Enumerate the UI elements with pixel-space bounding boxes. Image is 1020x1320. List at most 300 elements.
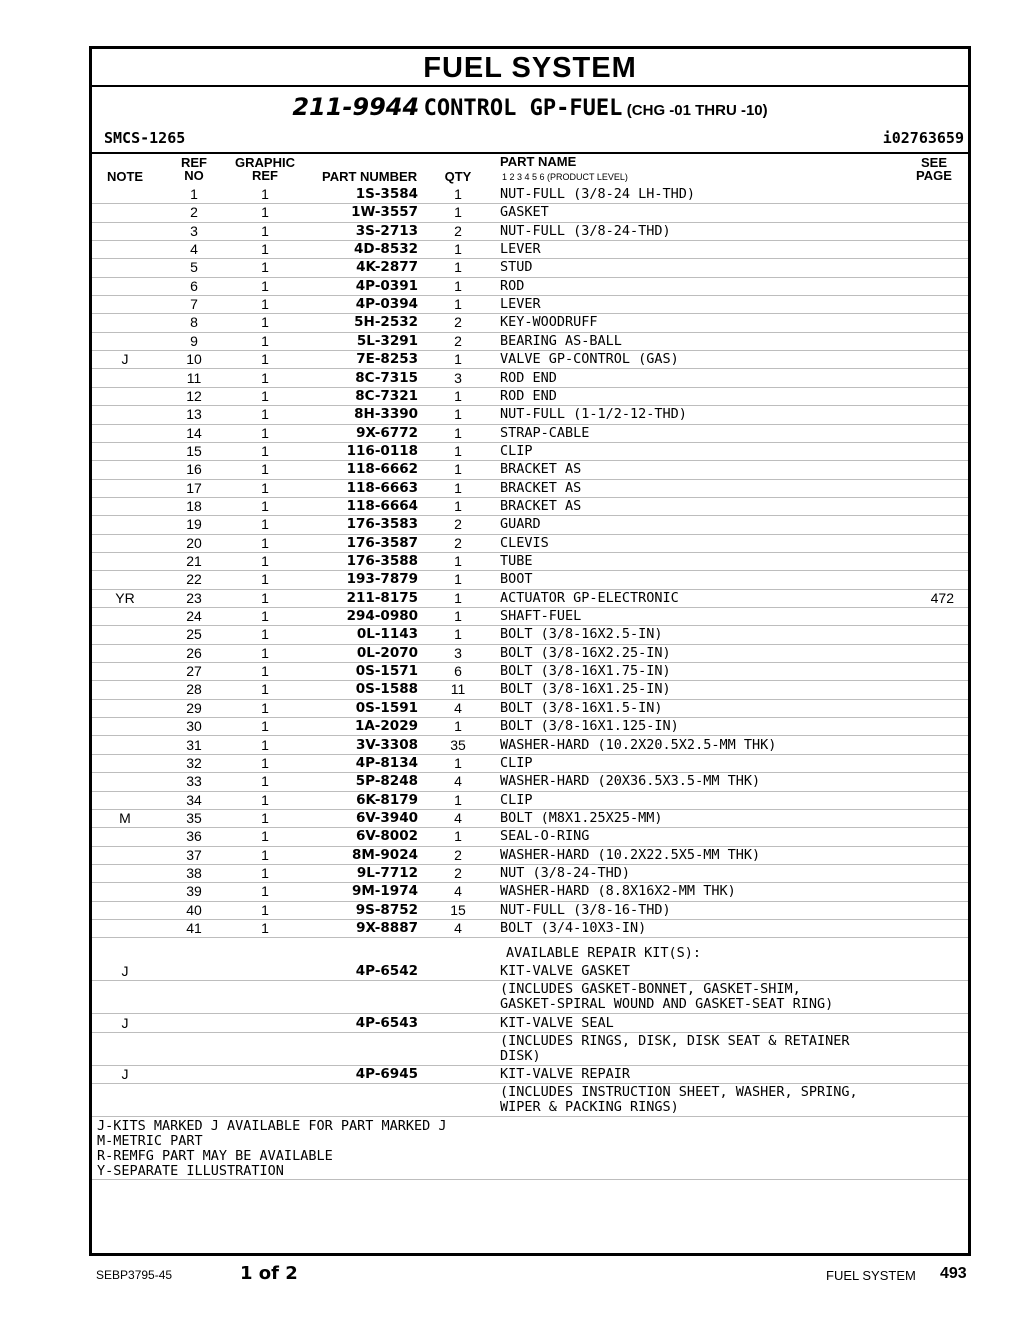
qty-cell: 4 xyxy=(454,883,462,900)
part-name-cell: NUT-FULL (1-1/2-12-THD) xyxy=(500,406,687,423)
part-name-cell: SHAFT-FUEL xyxy=(500,608,582,625)
ref-cell: 24 xyxy=(186,608,202,625)
part-number-cell: 5P-8248 xyxy=(355,773,418,790)
kit-part-number-cell: 4P-6945 xyxy=(355,1066,418,1082)
part-name-cell: BRACKET AS xyxy=(500,479,582,496)
table-row xyxy=(92,203,968,222)
part-name-cell: TUBE xyxy=(500,553,533,569)
part-number-cell: 0S-1571 xyxy=(355,663,418,680)
part-number-cell: 0S-1588 xyxy=(355,681,418,698)
part-number-cell: 0S-1591 xyxy=(355,699,418,716)
part-name-cell: BOLT (M8X1.25X25-MM) xyxy=(500,809,663,826)
kit-divider xyxy=(92,1116,968,1117)
qty-cell: 1 xyxy=(454,424,462,441)
kit-row xyxy=(92,962,968,981)
col-qty: QTY xyxy=(444,169,472,184)
notes-legend xyxy=(97,1119,447,1179)
footer-section: FUEL SYSTEM xyxy=(826,1268,916,1283)
graphic-ref-cell: 1 xyxy=(261,461,269,478)
note-m: M-METRIC PART xyxy=(97,1133,203,1149)
graphic-ref-cell: 1 xyxy=(261,204,269,221)
part-name-cell: BOLT (3/8-16X2.25-IN) xyxy=(500,644,671,661)
ref-cell: 11 xyxy=(186,369,202,386)
ref-cell: 36 xyxy=(186,828,202,845)
kit-name-cell: KIT-VALVE GASKET xyxy=(500,963,631,979)
col-see-line2: PAGE xyxy=(916,168,952,183)
ref-cell: 9 xyxy=(190,332,198,349)
part-name-cell: BOLT (3/8-16X1.125-IN) xyxy=(500,718,679,735)
col-part-number: PART NUMBER xyxy=(322,169,418,184)
ref-cell: 28 xyxy=(186,681,202,698)
qty-cell: 2 xyxy=(454,314,462,331)
table-row xyxy=(92,717,968,736)
ref-cell: 2 xyxy=(190,204,198,221)
part-number-cell: 6V-8002 xyxy=(355,828,418,845)
table-row xyxy=(92,791,968,810)
graphic-ref-cell: 1 xyxy=(261,608,269,625)
table-row xyxy=(92,479,968,498)
qty-cell: 1 xyxy=(454,204,462,221)
graphic-ref-cell: 1 xyxy=(261,644,269,661)
page-number: 493 xyxy=(940,1265,967,1282)
table-row xyxy=(92,680,968,699)
group-change: (CHG -01 THRU -10) xyxy=(626,102,768,119)
ref-cell: 26 xyxy=(186,644,202,661)
kit-part-number-cell: 4P-6542 xyxy=(355,963,418,979)
system-title: FUEL SYSTEM xyxy=(92,49,968,87)
part-number-cell: 118-6662 xyxy=(346,461,418,478)
part-number-cell: 1S-3584 xyxy=(355,186,418,202)
part-number-cell: 0L-2070 xyxy=(356,644,418,661)
kit-description xyxy=(500,1034,850,1064)
part-name-cell: BOLT (3/8-16X1.5-IN) xyxy=(500,699,663,716)
graphic-ref-cell: 1 xyxy=(261,663,269,680)
ref-cell: 30 xyxy=(186,718,202,735)
qty-cell: 1 xyxy=(454,497,462,514)
col-graphic-line1: GRAPHIC xyxy=(235,155,295,170)
col-see-page xyxy=(914,156,954,182)
qty-cell: 15 xyxy=(450,901,466,918)
graphic-ref-cell: 1 xyxy=(261,681,269,698)
graphic-ref-cell: 1 xyxy=(261,828,269,845)
illustration-id: i02763659 xyxy=(882,129,964,147)
part-number-cell: 9L-7712 xyxy=(356,864,418,881)
part-name-cell: CLIP xyxy=(500,791,533,808)
part-number-cell: 8C-7315 xyxy=(355,369,418,386)
part-name-cell: ACTUATOR GP-ELECTRONIC xyxy=(500,589,679,606)
graphic-ref-cell: 1 xyxy=(261,296,269,313)
col-note: NOTE xyxy=(106,169,144,184)
part-number-cell: 4K-2877 xyxy=(356,259,418,276)
kit-description xyxy=(500,1085,858,1115)
table-row xyxy=(92,864,968,883)
kit-description-line: DISK) xyxy=(500,1048,541,1064)
table-row xyxy=(92,350,968,369)
note-cell: J xyxy=(121,351,129,368)
part-name-cell: BOOT xyxy=(500,571,533,588)
graphic-ref-cell: 1 xyxy=(261,332,269,349)
part-name-cell: ROD END xyxy=(500,369,557,386)
ref-cell: 25 xyxy=(186,626,202,643)
part-name-cell: STRAP-CABLE xyxy=(500,424,590,441)
kit-description-line: WIPER & PACKING RINGS) xyxy=(500,1099,679,1115)
graphic-ref-cell: 1 xyxy=(261,314,269,331)
qty-cell: 1 xyxy=(454,608,462,625)
ref-cell: 16 xyxy=(186,461,202,478)
qty-cell: 11 xyxy=(450,681,466,698)
part-name-cell: BOLT (3/8-16X2.5-IN) xyxy=(500,626,663,643)
graphic-ref-cell: 1 xyxy=(261,699,269,716)
kit-note-cell: J xyxy=(121,1015,129,1031)
col-ref-line2: NO xyxy=(184,168,204,183)
qty-cell: 1 xyxy=(454,406,462,423)
qty-cell: 3 xyxy=(454,369,462,386)
part-name-cell: ROD xyxy=(500,277,525,294)
ref-cell: 34 xyxy=(186,791,202,808)
part-number-cell: 3V-3308 xyxy=(355,736,418,753)
part-number-cell: 4P-0394 xyxy=(355,296,418,313)
part-number-cell: 8M-9024 xyxy=(351,846,418,863)
kit-part-number-cell: 4P-6543 xyxy=(355,1015,418,1031)
part-number-cell: 8H-3390 xyxy=(354,406,418,423)
ref-cell: 6 xyxy=(190,277,198,294)
graphic-ref-cell: 1 xyxy=(261,442,269,459)
qty-cell: 1 xyxy=(454,351,462,368)
part-name-cell: NUT (3/8-24-THD) xyxy=(500,864,631,881)
qty-cell: 1 xyxy=(454,277,462,294)
part-number-cell: 176-3588 xyxy=(346,553,418,569)
table-row xyxy=(92,424,968,443)
part-name-cell: CLEVIS xyxy=(500,534,549,551)
part-number-cell: 4D-8532 xyxy=(353,241,418,258)
table-row xyxy=(92,222,968,241)
qty-cell: 4 xyxy=(454,920,462,936)
graphic-ref-cell: 1 xyxy=(261,222,269,239)
part-number-cell: 211-8175 xyxy=(346,589,418,606)
ref-cell: 15 xyxy=(186,442,202,459)
ref-cell: 35 xyxy=(186,809,202,826)
table-row xyxy=(92,662,968,681)
ref-cell: 41 xyxy=(186,920,202,936)
graphic-ref-cell: 1 xyxy=(261,351,269,368)
part-number-cell: 7E-8253 xyxy=(356,351,418,368)
part-number-cell: 116-0118 xyxy=(346,442,418,459)
graphic-ref-cell: 1 xyxy=(261,516,269,533)
table-row xyxy=(92,534,968,553)
graphic-ref-cell: 1 xyxy=(261,387,269,404)
qty-cell: 2 xyxy=(454,846,462,863)
kit-row xyxy=(92,1065,968,1084)
qty-cell: 6 xyxy=(454,663,462,680)
group-number: 211-9944 xyxy=(292,93,420,121)
graphic-ref-cell: 1 xyxy=(261,186,269,202)
page-frame xyxy=(89,46,971,1256)
ref-cell: 39 xyxy=(186,883,202,900)
qty-cell: 1 xyxy=(454,828,462,845)
ref-cell: 20 xyxy=(186,534,202,551)
note-y: Y-SEPARATE ILLUSTRATION xyxy=(97,1163,284,1179)
ref-cell: 19 xyxy=(186,516,202,533)
qty-cell: 1 xyxy=(454,718,462,735)
part-number-cell: 294-0980 xyxy=(346,608,418,625)
ref-cell: 27 xyxy=(186,663,202,680)
col-ref-line1: REF xyxy=(181,155,207,170)
graphic-ref-cell: 1 xyxy=(261,864,269,881)
qty-cell: 1 xyxy=(454,442,462,459)
graphic-ref-cell: 1 xyxy=(261,553,269,569)
part-number-cell: 3S-2713 xyxy=(355,222,418,239)
qty-cell: 2 xyxy=(454,332,462,349)
repair-kits-heading: AVAILABLE REPAIR KIT(S): xyxy=(506,945,702,961)
graphic-ref-cell: 1 xyxy=(261,736,269,753)
graphic-ref-cell: 1 xyxy=(261,479,269,496)
smcs-code: SMCS-1265 xyxy=(104,129,186,147)
part-name-cell: ROD END xyxy=(500,387,557,404)
graphic-ref-cell: 1 xyxy=(261,773,269,790)
part-number-cell: 4P-0391 xyxy=(355,277,418,294)
kit-name-cell: KIT-VALVE SEAL xyxy=(500,1015,614,1031)
page-of: 1 of 2 xyxy=(240,1263,298,1284)
ref-cell: 23 xyxy=(186,589,202,606)
graphic-ref-cell: 1 xyxy=(261,497,269,514)
graphic-ref-cell: 1 xyxy=(261,406,269,423)
table-row xyxy=(92,185,968,204)
table-row xyxy=(92,258,968,277)
group-heading xyxy=(92,93,968,121)
qty-cell: 1 xyxy=(454,186,462,202)
table-row xyxy=(92,699,968,718)
table-row xyxy=(92,607,968,626)
product-level-numbers: 1 2 3 4 5 6 (PRODUCT LEVEL) xyxy=(502,172,628,182)
table-row xyxy=(92,295,968,314)
graphic-ref-cell: 1 xyxy=(261,791,269,808)
qty-cell: 1 xyxy=(454,387,462,404)
ref-cell: 5 xyxy=(190,259,198,276)
ref-cell: 13 xyxy=(186,406,202,423)
part-name-cell: WASHER-HARD (20X36.5X3.5-MM THK) xyxy=(500,773,761,790)
part-number-cell: 176-3587 xyxy=(346,534,418,551)
part-name-cell: WASHER-HARD (8.8X16X2-MM THK) xyxy=(500,883,736,900)
part-name-cell: WASHER-HARD (10.2X22.5X5-MM THK) xyxy=(500,846,761,863)
part-name-cell: LEVER xyxy=(500,241,541,258)
table-row xyxy=(92,460,968,479)
part-name-cell: VALVE GP-CONTROL (GAS) xyxy=(500,351,679,368)
part-number-cell: 5H-2532 xyxy=(354,314,418,331)
ref-cell: 38 xyxy=(186,864,202,881)
graphic-ref-cell: 1 xyxy=(261,920,269,936)
qty-cell: 3 xyxy=(454,644,462,661)
qty-cell: 1 xyxy=(454,553,462,569)
part-number-cell: 6K-8179 xyxy=(356,791,418,808)
kit-description-line: GASKET-SPIRAL WOUND AND GASKET-SEAT RING) xyxy=(500,996,834,1012)
table-row xyxy=(92,497,968,516)
part-number-cell: 9S-8752 xyxy=(355,901,418,918)
kit-description-line: (INCLUDES INSTRUCTION SHEET, WASHER, SPRING, xyxy=(500,1084,858,1100)
part-number-cell: 1W-3557 xyxy=(351,204,418,221)
graphic-ref-cell: 1 xyxy=(261,846,269,863)
graphic-ref-cell: 1 xyxy=(261,626,269,643)
ref-cell: 17 xyxy=(186,479,202,496)
group-name: CONTROL GP-FUEL xyxy=(423,96,623,121)
col-see-line1: SEE xyxy=(920,155,947,170)
ref-cell: 33 xyxy=(186,773,202,790)
graphic-ref-cell: 1 xyxy=(261,901,269,918)
part-name-cell: SEAL-O-RING xyxy=(500,828,590,845)
ref-cell: 29 xyxy=(186,699,202,716)
ref-cell: 37 xyxy=(186,846,202,863)
ref-cell: 7 xyxy=(190,296,198,313)
ref-cell: 4 xyxy=(190,241,198,258)
qty-cell: 1 xyxy=(454,461,462,478)
ref-cell: 31 xyxy=(186,736,202,753)
table-row xyxy=(92,515,968,534)
kit-description-line: (INCLUDES GASKET-BONNET, GASKET-SHIM, xyxy=(500,981,801,997)
ref-cell: 3 xyxy=(190,222,198,239)
part-name-cell: BRACKET AS xyxy=(500,497,582,514)
ref-cell: 22 xyxy=(186,571,202,588)
part-number-cell: 8C-7321 xyxy=(355,387,418,404)
ref-cell: 18 xyxy=(186,497,202,514)
ref-cell: 21 xyxy=(186,553,202,569)
part-number-cell: 118-6664 xyxy=(346,497,418,514)
col-part-name: PART NAME xyxy=(500,154,577,169)
note-j: J-KITS MARKED J AVAILABLE FOR PART MARKED J xyxy=(97,1118,447,1134)
table-row xyxy=(92,369,968,388)
graphic-ref-cell: 1 xyxy=(261,369,269,386)
qty-cell: 4 xyxy=(454,809,462,826)
qty-cell: 1 xyxy=(454,259,462,276)
qty-cell: 1 xyxy=(454,626,462,643)
part-name-cell: LEVER xyxy=(500,296,541,313)
table-row xyxy=(92,442,968,461)
part-name-cell: NUT-FULL (3/8-16-THD) xyxy=(500,901,671,918)
table-row xyxy=(92,589,968,608)
ref-cell: 32 xyxy=(186,754,202,771)
part-name-cell: GASKET xyxy=(500,204,549,221)
part-number-cell: 9X-6772 xyxy=(356,424,418,441)
qty-cell: 1 xyxy=(454,296,462,313)
see-page-cell: 472 xyxy=(930,589,954,606)
part-number-cell: 0L-1143 xyxy=(356,626,418,643)
kit-name-cell: KIT-VALVE REPAIR xyxy=(500,1066,631,1082)
ref-cell: 1 xyxy=(190,186,198,202)
note-cell: M xyxy=(119,809,131,826)
graphic-ref-cell: 1 xyxy=(261,259,269,276)
col-graphic-line2: REF xyxy=(252,168,278,183)
part-number-cell: 176-3583 xyxy=(346,516,418,533)
part-number-cell: 5L-3291 xyxy=(356,332,418,349)
part-name-cell: BEARING AS-BALL xyxy=(500,332,622,349)
qty-cell: 35 xyxy=(450,736,466,753)
graphic-ref-cell: 1 xyxy=(261,809,269,826)
graphic-ref-cell: 1 xyxy=(261,534,269,551)
table-row xyxy=(92,827,968,846)
part-name-cell: STUD xyxy=(500,259,533,276)
part-number-cell: 118-6663 xyxy=(346,479,418,496)
kit-row xyxy=(92,1014,968,1033)
note-cell: YR xyxy=(115,589,135,606)
part-number-cell: 1A-2029 xyxy=(354,718,418,735)
part-name-cell: WASHER-HARD (10.2X20.5X2.5-MM THK) xyxy=(500,736,777,753)
part-name-cell: GUARD xyxy=(500,516,541,533)
qty-cell: 1 xyxy=(454,791,462,808)
ref-cell: 14 xyxy=(186,424,202,441)
ref-cell: 40 xyxy=(186,901,202,918)
part-name-cell: BRACKET AS xyxy=(500,461,582,478)
qty-cell: 4 xyxy=(454,699,462,716)
graphic-ref-cell: 1 xyxy=(261,718,269,735)
part-name-cell: KEY-WOODRUFF xyxy=(500,314,598,331)
table-row xyxy=(92,625,968,644)
note-r: R-REMFG PART MAY BE AVAILABLE xyxy=(97,1148,333,1164)
graphic-ref-cell: 1 xyxy=(261,883,269,900)
table-row xyxy=(92,901,968,920)
qty-cell: 2 xyxy=(454,864,462,881)
part-name-cell: NUT-FULL (3/8-24-THD) xyxy=(500,222,671,239)
table-row xyxy=(92,754,968,773)
doc-id: SEBP3795-45 xyxy=(96,1268,173,1282)
part-name-cell: NUT-FULL (3/8-24 LH-THD) xyxy=(500,186,696,202)
ref-cell: 10 xyxy=(186,351,202,368)
part-name-cell: BOLT (3/4-10X3-IN) xyxy=(500,920,647,936)
table-row xyxy=(92,570,968,589)
qty-cell: 1 xyxy=(454,479,462,496)
part-name-cell: BOLT (3/8-16X1.75-IN) xyxy=(500,663,671,680)
graphic-ref-cell: 1 xyxy=(261,277,269,294)
graphic-ref-cell: 1 xyxy=(261,754,269,771)
qty-cell: 1 xyxy=(454,241,462,258)
qty-cell: 2 xyxy=(454,534,462,551)
part-number-cell: 9X-8887 xyxy=(356,920,418,936)
kit-note-cell: J xyxy=(121,1066,129,1082)
part-number-cell: 6V-3940 xyxy=(355,809,418,826)
qty-cell: 2 xyxy=(454,516,462,533)
table-row xyxy=(92,277,968,296)
qty-cell: 1 xyxy=(454,571,462,588)
part-number-cell: 4P-8134 xyxy=(355,754,418,771)
table-row xyxy=(92,846,968,865)
part-name-cell: BOLT (3/8-16X1.25-IN) xyxy=(500,681,671,698)
table-row xyxy=(92,552,968,571)
table-row xyxy=(92,736,968,755)
table-row xyxy=(92,405,968,424)
table-row xyxy=(92,644,968,663)
kit-description-line: (INCLUDES RINGS, DISK, DISK SEAT & RETAINER xyxy=(500,1033,850,1049)
qty-cell: 1 xyxy=(454,754,462,771)
kit-note-cell: J xyxy=(121,963,129,979)
graphic-ref-cell: 1 xyxy=(261,571,269,588)
part-name-cell: CLIP xyxy=(500,754,533,771)
graphic-ref-cell: 1 xyxy=(261,241,269,258)
part-number-cell: 193-7879 xyxy=(346,571,418,588)
table-row xyxy=(92,387,968,406)
ref-cell: 12 xyxy=(186,387,202,404)
table-row xyxy=(92,313,968,332)
table-row xyxy=(92,809,968,828)
table-row xyxy=(92,919,968,938)
table-row xyxy=(92,240,968,259)
kit-description xyxy=(500,982,833,1012)
qty-cell: 1 xyxy=(454,589,462,606)
col-ref xyxy=(172,156,216,182)
ref-cell: 8 xyxy=(190,314,198,331)
graphic-ref-cell: 1 xyxy=(261,589,269,606)
graphic-ref-cell: 1 xyxy=(261,424,269,441)
table-row xyxy=(92,882,968,901)
qty-cell: 4 xyxy=(454,773,462,790)
col-graphic-ref xyxy=(228,156,302,182)
table-row xyxy=(92,332,968,351)
